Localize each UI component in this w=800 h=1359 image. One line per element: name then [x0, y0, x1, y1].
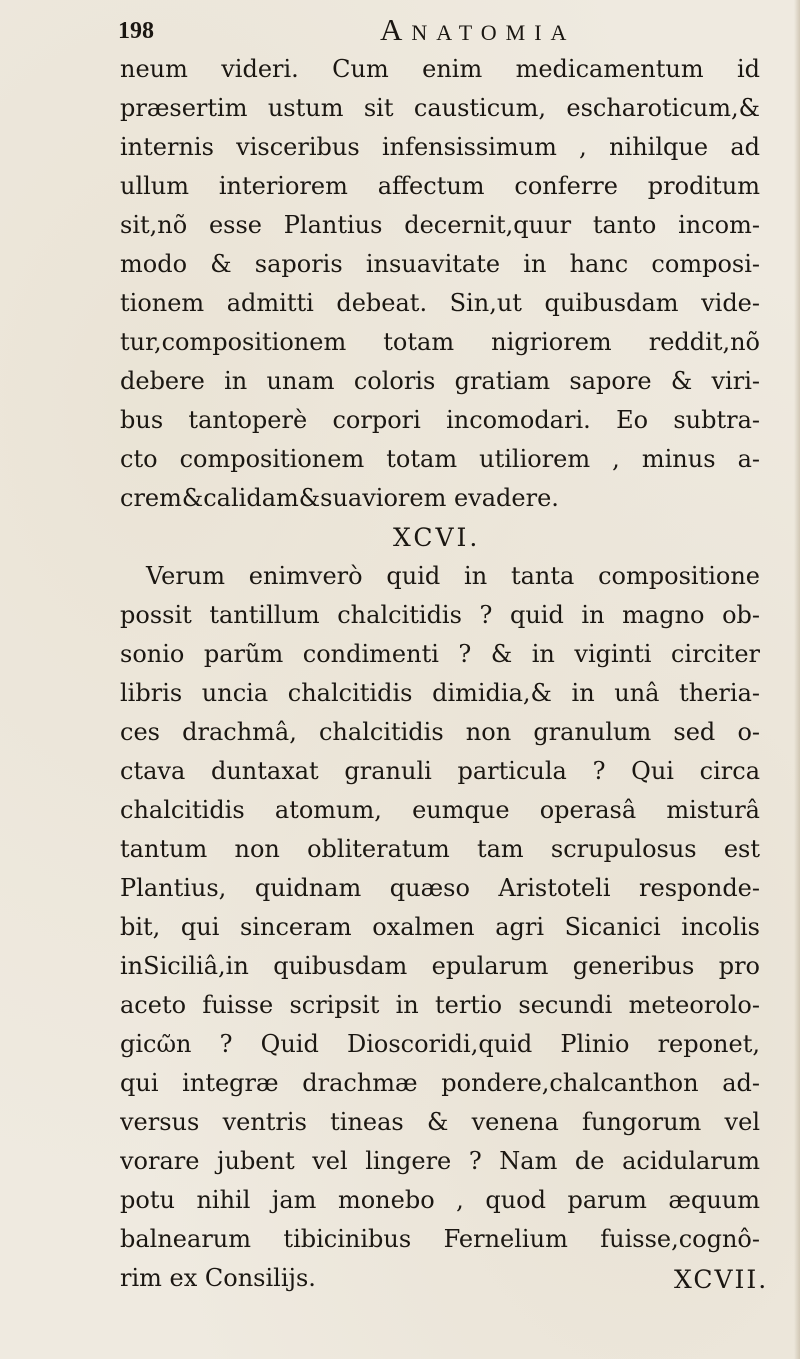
text-line: versus ventris tineas & venena fungorum vel [120, 1108, 760, 1136]
text-line: ces drachmâ, chalcitidis non granulum sed o- [120, 718, 760, 746]
text-line: debere in unam coloris gratiam sapore & viri- [120, 367, 760, 395]
text-line: libris uncia chalcitidis dimidia,& in unâ theria- [120, 679, 760, 707]
text-line: tionem admitti debeat. Sin,ut quibusdam vide- [120, 289, 760, 317]
text-line: bus tantoperè corpori incomodari. Eo subtra- [120, 406, 760, 434]
text-line: sonio parũm condimenti ? & in viginti circiter [120, 640, 760, 668]
text-line: tantum non obliteratum tam scrupulosus est [120, 835, 760, 863]
text-line: ctava duntaxat granuli particula ? Qui circa [120, 757, 760, 785]
text-line: crem&calidam&suaviorem evadere. [120, 484, 559, 512]
text-line: rim ex Consilijs. [120, 1264, 316, 1292]
text-line: Plantius, quidnam quæso Aristoteli responde- [120, 874, 760, 902]
text-line: ullum interiorem affectum conferre proditum [120, 172, 760, 200]
section-heading: XCVI. [393, 523, 481, 552]
text-line: inSiciliâ,in quibusdam epularum generibus pro [120, 952, 760, 980]
text-line: balnearum tibicinibus Fernelium fuisse,cognô- [120, 1225, 760, 1253]
text-line: tur,compositionem totam nigriorem reddit,nõ [120, 328, 760, 356]
text-line: internis visceribus infensissimum , nihilque ad [120, 133, 760, 161]
text-line: qui integræ drachmæ pondere,chalcanthon ad- [120, 1069, 760, 1097]
running-title: Anatomia [380, 12, 576, 47]
text-line: cto compositionem totam utiliorem , minus a- [120, 445, 760, 473]
text-line: præsertim ustum sit causticum, escharoticum,& [120, 94, 760, 122]
text-line: possit tantillum chalcitidis ? quid in magno ob- [120, 601, 760, 629]
text-line: gicῶn ? Quid Dioscoridi,quid Plinio reponet, [120, 1030, 760, 1058]
text-line: sit,nõ esse Plantius decernit,quur tanto incom- [120, 211, 760, 239]
catchword: XCVII. [674, 1265, 769, 1294]
text-line: neum videri. Cum enim medicamentum id [120, 55, 760, 83]
text-line: Verum enimverò quid in tanta compositione [146, 562, 760, 590]
text-line: potu nihil jam monebo , quod parum æquum [120, 1186, 760, 1214]
body-text [120, 50, 760, 1298]
page-number: 198 [118, 18, 154, 44]
text-line: chalcitidis atomum, eumque operasâ misturâ [120, 796, 760, 824]
text-line: modo & saporis insuavitate in hanc composi- [120, 250, 760, 278]
text-line: vorare jubent vel lingere ? Nam de acidularum [120, 1147, 760, 1175]
page-header [118, 6, 758, 50]
text-line: aceto fuisse scripsit in tertio secundi meteorolo- [120, 991, 760, 1019]
text-line: bit, qui sinceram oxalmen agri Sicanici incolis [120, 913, 760, 941]
